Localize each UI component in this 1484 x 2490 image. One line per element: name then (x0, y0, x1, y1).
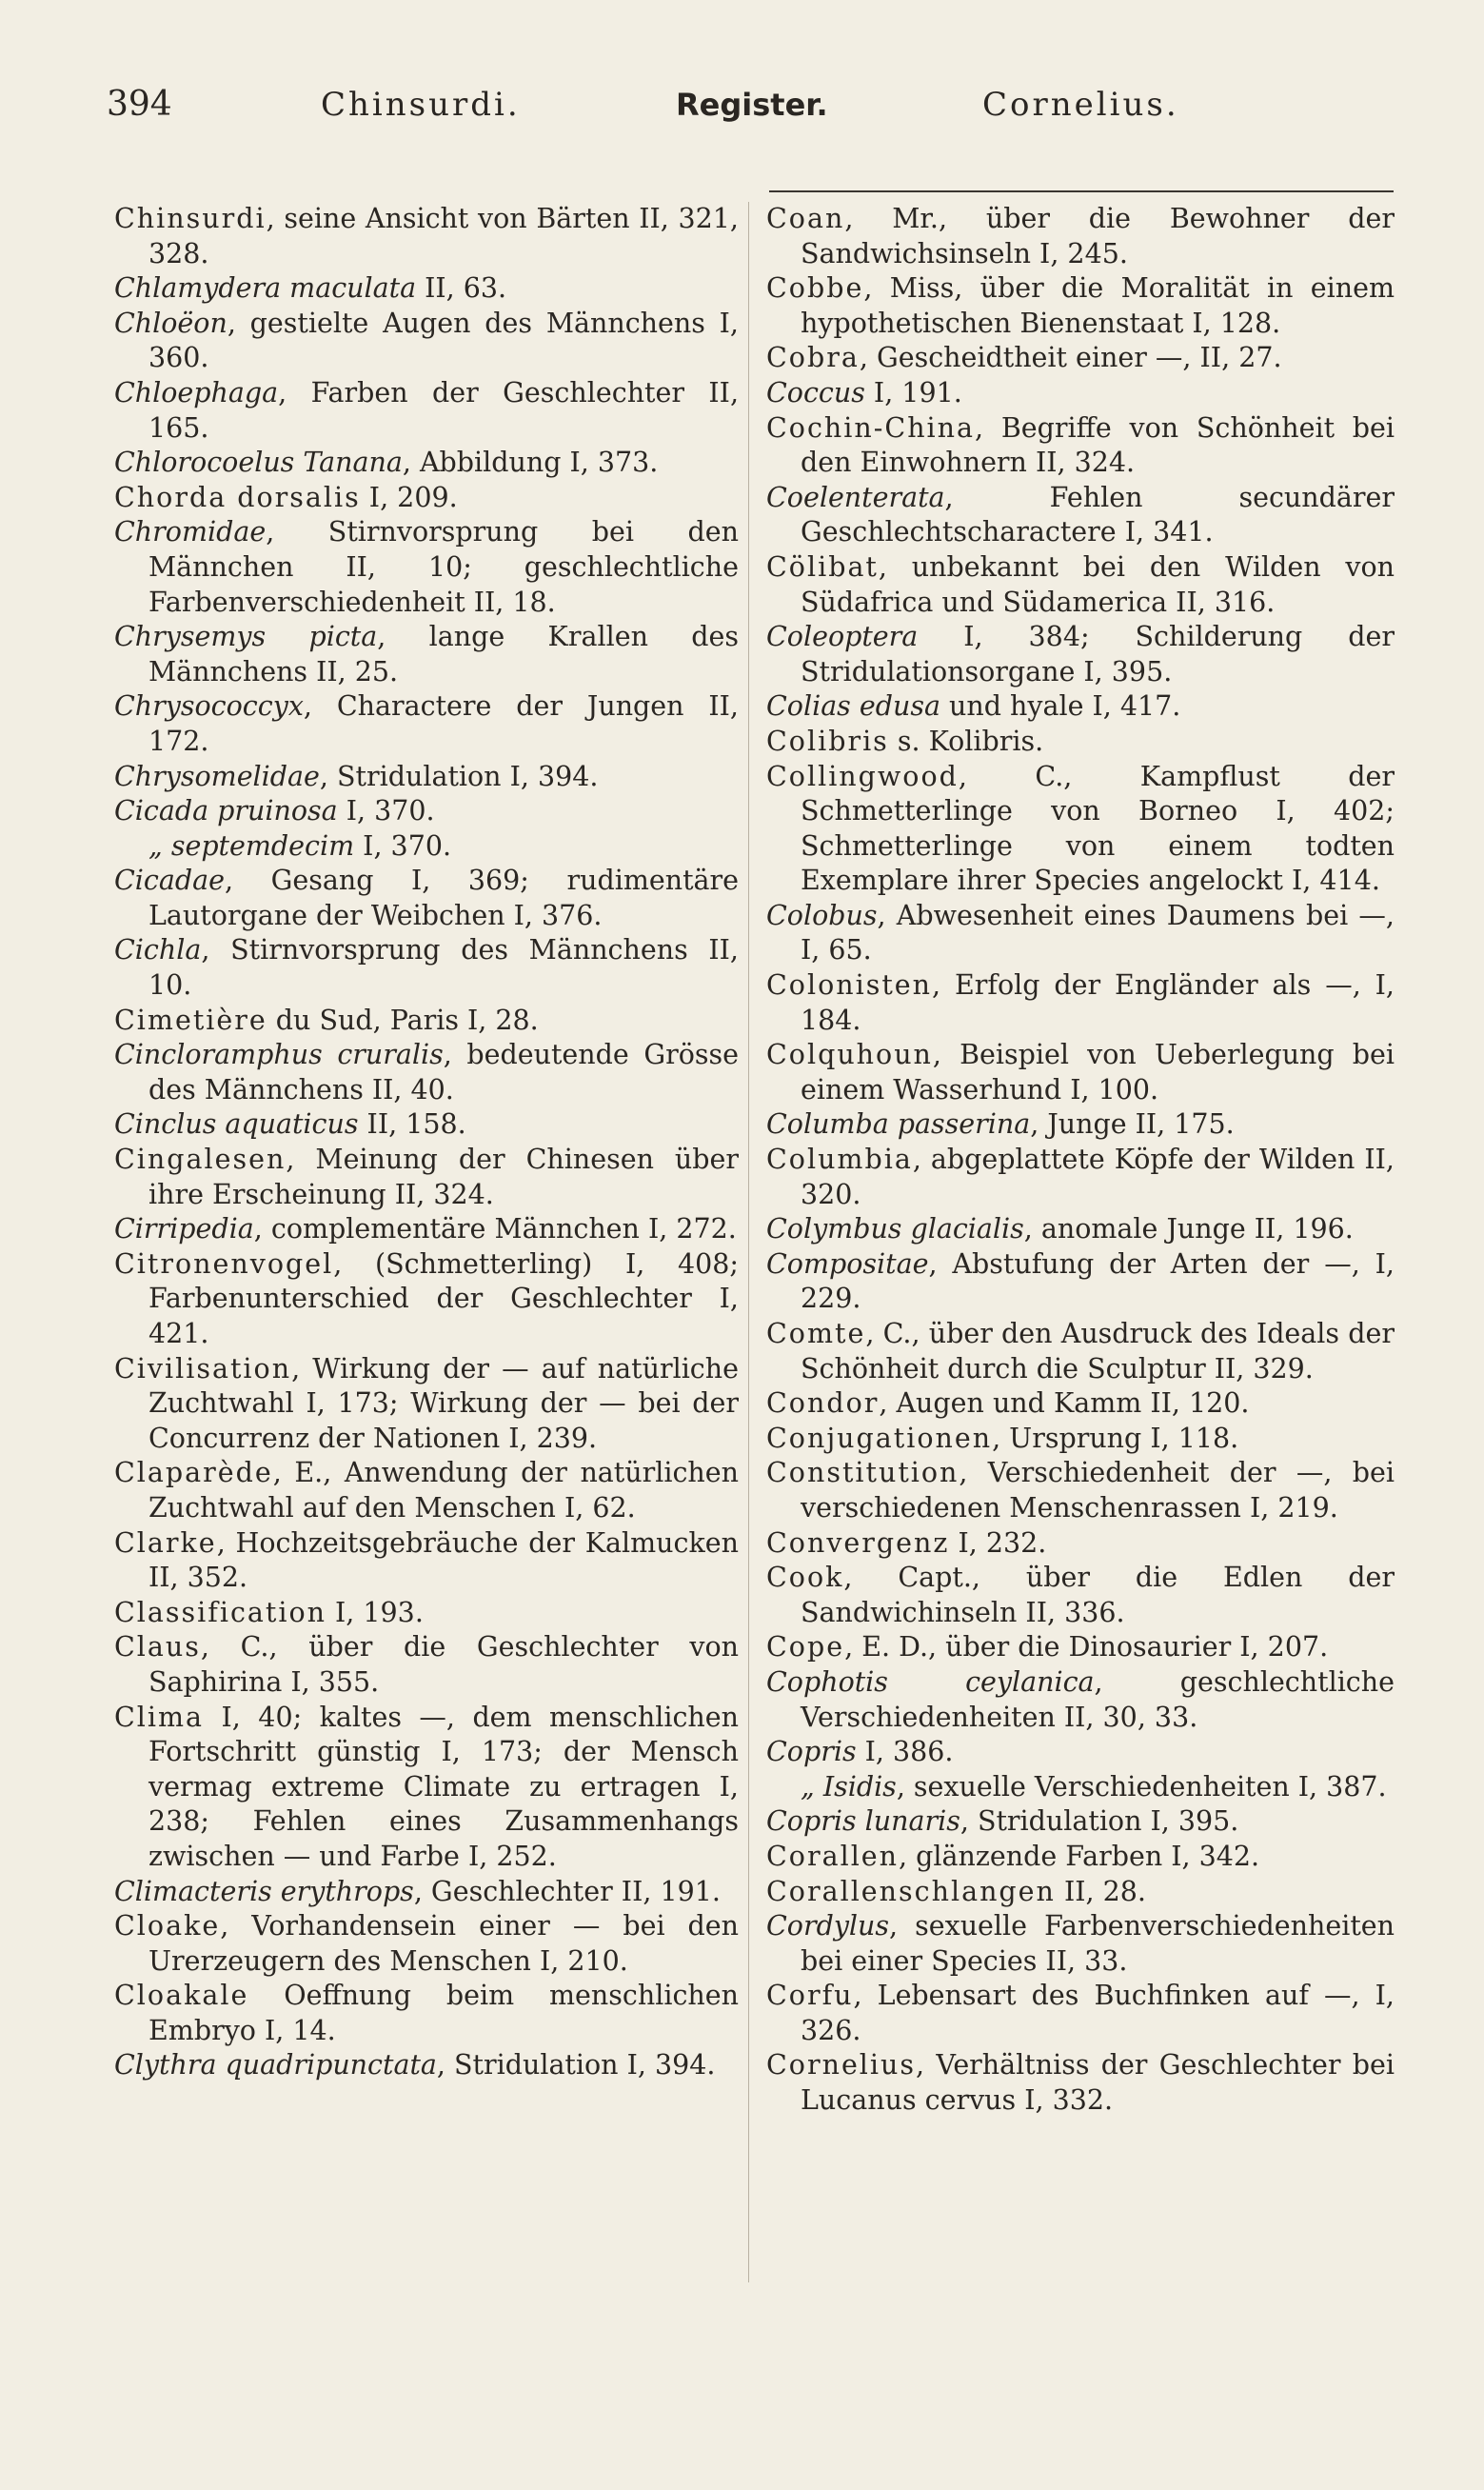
entry-text: , Meinung der Chinesen über ihre Erscheinung II, 324. (148, 1144, 739, 1210)
entry-headword: Claus (114, 1631, 201, 1663)
entry-text: , Gescheidtheit einer —, II, 27. (859, 342, 1282, 374)
entry-headword: Cichla (114, 934, 202, 966)
entry-text: und hyale I, 417. (940, 690, 1181, 723)
entry-headword: Copris lunaris (766, 1805, 960, 1838)
entry-text: I, 384; Schilderung der Stridulationsorgane I, 395. (801, 621, 1395, 687)
index-entry (766, 1247, 1395, 1317)
entry-text: , Gesang I, 369; rudimentäre Lautorgane der Weibchen I, 376. (148, 865, 739, 931)
index-entry (766, 1665, 1395, 1735)
running-header (107, 86, 1344, 143)
entry-text: , lange Krallen des Männchens II, 25. (148, 621, 739, 687)
entry-headword: Chlorocoelus Tanana (114, 447, 403, 479)
index-entry (766, 899, 1395, 968)
entry-headword: Columbia (766, 1144, 913, 1176)
index-entry (114, 515, 739, 620)
entry-text: , abgeplattete Köpfe der Wilden II, 320. (801, 1144, 1395, 1210)
entry-headword: Comte (766, 1318, 866, 1349)
entry-headword: Climacteris erythrops (114, 1875, 414, 1907)
entry-text: I, 193. (326, 1596, 424, 1628)
index-entry (766, 1630, 1395, 1665)
index-entry (114, 1630, 739, 1700)
page-number: 394 (107, 85, 172, 124)
index-entry (114, 481, 739, 516)
entry-headword: Conjugationen (766, 1422, 993, 1454)
entry-text: , Geschlechter II, 191. (413, 1875, 721, 1907)
index-entry (766, 1804, 1395, 1840)
entry-headword: Cimetière (114, 1004, 267, 1036)
entry-headword: „ septemdecim (148, 829, 355, 862)
entry-text: , Farben der Geschlechter II, 165. (148, 376, 739, 444)
entry-headword: Chloëon (114, 307, 228, 339)
entry-headword: Clythra quadripunctata (114, 2049, 437, 2082)
entry-text: I, 209. (360, 481, 458, 513)
entry-headword: Compositae (766, 1247, 929, 1280)
index-entry (114, 1596, 739, 1631)
entry-headword: Chinsurdi (114, 203, 267, 234)
entry-headword: Cope (766, 1631, 845, 1663)
entry-text: , Stridulation I, 394. (436, 2049, 716, 2082)
index-entry (766, 1317, 1395, 1386)
entry-text: , seine Ansicht von Bärten II, 321, 328. (148, 203, 739, 269)
entry-headword: Chrysemys picta (114, 621, 378, 653)
index-entry (114, 1107, 739, 1143)
entry-text: , Erfolg der Engländer als —, I, 184. (801, 969, 1395, 1036)
index-entry (114, 760, 739, 795)
entry-text: , Stridulation I, 394. (319, 760, 599, 792)
index-entry (766, 1456, 1395, 1525)
entry-headword: Cophotis ceylanica (766, 1665, 1095, 1698)
entry-headword: Chrysomelidae (114, 760, 320, 792)
entry-headword: Colonisten (766, 969, 933, 1002)
entry-text: , Wirkung der — auf natürliche Zuchtwahl I, 173; Wirkung der — bei der Concurrenz der Nationen I, 239. (148, 1352, 739, 1454)
entry-text: , Hochzeitsgebräuche der Kalmucken II, 352. (148, 1526, 739, 1594)
entry-headword: Cochin-China (766, 411, 976, 444)
index-entry (766, 1212, 1395, 1247)
index-entry (114, 1979, 739, 2048)
entry-text: II, 158. (358, 1108, 466, 1141)
entry-headword: Corfu (766, 1980, 854, 2012)
entry-text: , Beispiel von Ueberlegung bei einem Wasserhund I, 100. (801, 1039, 1395, 1106)
entry-headword: Clima (114, 1701, 205, 1733)
entry-headword: Chrysococcyx (114, 690, 304, 723)
entry-text: , Verschiedenheit der —, bei verschiedenen Menschenrassen I, 219. (801, 1457, 1395, 1524)
entry-headword: Cirripedia (114, 1213, 254, 1245)
left-column (114, 202, 739, 2083)
entry-text: , complementäre Männchen I, 272. (253, 1213, 737, 1245)
index-entry (766, 689, 1395, 725)
index-entry (766, 271, 1395, 341)
entry-headword: Chorda dorsalis (114, 481, 361, 513)
index-entry (114, 307, 739, 376)
entry-headword: Cloakale (114, 1980, 249, 2012)
entry-text: , Fehlen secundärer Geschlechtscharactere I, 341. (801, 481, 1395, 548)
entry-headword: Clarke (114, 1526, 217, 1559)
entry-headword: Copris (766, 1736, 857, 1768)
entry-text: I, 40; kaltes —, dem menschlichen Fortschritt günstig I, 173; der Mensch vermag extreme Climate zu ertragen I, 238; Fehlen eines Zusammenhangs zwischen — und Farbe I, 252. (148, 1701, 739, 1872)
entry-text: I, 191. (864, 376, 962, 408)
index-entry (766, 481, 1395, 550)
entry-text: , Capt., über die Edlen der Sandwichinseln II, 336. (801, 1562, 1395, 1628)
entry-text: , C., Kampflust der Schmetterlinge von Borneo I, 402; Schmetterlinge von einem todten Exemplare ihrer Species angelockt I, 414. (801, 760, 1395, 897)
entry-text: , (Schmetterling) I, 408; Farbenunterschied der Geschlechter I, 421. (148, 1247, 739, 1349)
entry-text: , Ursprung I, 118. (992, 1422, 1239, 1454)
entry-headword: Colquhoun (766, 1039, 933, 1071)
entry-headword: Cölibat (766, 550, 879, 583)
entry-text: Oeffnung beim menschlichen Embryo I, 14. (148, 1980, 739, 2046)
entry-text: , gestielte Augen des Männchens I, 360. (148, 307, 739, 374)
entry-text: , Begriffe von Schönheit bei den Einwohnern II, 324. (801, 411, 1395, 479)
index-entry (766, 1143, 1395, 1212)
index-entry (114, 1004, 739, 1039)
entry-text: , Stirnvorsprung bei den Männchen II, 10; geschlechtliche Farbenverschiedenheit II, 18. (148, 516, 739, 618)
entry-headword: Corallen (766, 1840, 900, 1872)
entry-headword: Colobus (766, 899, 878, 931)
entry-text: , Lebensart des Buchfinken auf —, I, 326. (801, 1980, 1395, 2046)
entry-headword: Cordylus (766, 1910, 890, 1942)
index-entry (766, 1770, 1395, 1805)
index-entry (114, 864, 739, 933)
index-entry (766, 1735, 1395, 1770)
index-entry (766, 550, 1395, 620)
entry-headword: Chromidae (114, 516, 267, 548)
entry-text: , Abbildung I, 373. (402, 447, 659, 479)
entry-headword: Columba passerina (766, 1108, 1031, 1141)
entry-headword: Corallenschlangen (766, 1875, 1056, 1907)
entry-headword: Cicada pruinosa (114, 795, 338, 827)
entry-text: , Stridulation I, 395. (960, 1805, 1239, 1838)
index-entry (114, 1456, 739, 1525)
section-title: Register. (676, 87, 828, 123)
index-entry (766, 1107, 1395, 1143)
index-entry (766, 1909, 1395, 1979)
index-entry (114, 1212, 739, 1247)
right-running-head: Cornelius. (982, 86, 1179, 124)
index-entry (766, 376, 1395, 411)
index-entry (766, 411, 1395, 481)
entry-text: , Stirnvorsprung des Männchens II, 10. (148, 934, 739, 1002)
entry-headword: Claparède (114, 1457, 273, 1489)
entry-headword: „ Isidis (801, 1770, 897, 1803)
index-entry (766, 968, 1395, 1038)
entry-text: du Sud, Paris I, 28. (267, 1004, 539, 1036)
entry-headword: Coan (766, 203, 845, 234)
index-entry (766, 725, 1395, 760)
entry-headword: Cloake (114, 1910, 221, 1942)
index-entry (766, 620, 1395, 689)
header-rule (769, 190, 1394, 192)
entry-headword: Civilisation (114, 1352, 292, 1384)
index-entry (114, 1352, 739, 1457)
entry-headword: Cincloramphus cruralis (114, 1039, 444, 1071)
entry-text: , glänzende Farben I, 342. (899, 1840, 1260, 1872)
entry-text: , E. D., über die Dinosaurier I, 207. (844, 1631, 1329, 1663)
entry-text: , geschlechtliche Verschiedenheiten II, 30, 33. (801, 1665, 1395, 1733)
index-entry (114, 1247, 739, 1352)
entry-headword: Cobbe (766, 272, 864, 305)
index-entry (114, 1875, 739, 1910)
column-divider (748, 202, 749, 2282)
entry-headword: Chlamydera maculata (114, 272, 417, 305)
entry-headword: Cingalesen (114, 1144, 287, 1176)
index-entry (766, 1840, 1395, 1875)
entry-text: , E., Anwendung der natürlichen Zuchtwahl auf den Menschen I, 62. (148, 1457, 739, 1524)
index-entry (114, 1701, 739, 1875)
index-entry (114, 1038, 739, 1107)
entry-headword: Citronenvogel (114, 1247, 334, 1280)
entry-text: s. Kolibris. (888, 725, 1044, 757)
entry-text: I, 370. (337, 795, 435, 827)
entry-headword: Colias edusa (766, 690, 940, 723)
index-entry (766, 1875, 1395, 1910)
index-entry (114, 933, 739, 1003)
entry-text: , Charactere der Jungen II, 172. (148, 690, 739, 757)
entry-headword: Cicadae (114, 865, 225, 897)
index-entry (114, 271, 739, 307)
entry-headword: Constitution (766, 1457, 960, 1489)
right-column (766, 202, 1395, 2119)
entry-headword: Colibris (766, 725, 889, 757)
entry-text: , Junge II, 175. (1030, 1108, 1235, 1141)
entry-headword: Condor (766, 1387, 880, 1420)
index-entry (114, 376, 739, 446)
index-entry (114, 620, 739, 689)
left-running-head: Chinsurdi. (321, 86, 521, 124)
index-entry (766, 1561, 1395, 1630)
entry-text: , Abstufung der Arten der —, I, 229. (801, 1247, 1395, 1315)
index-entry (114, 446, 739, 481)
entry-text: , C., über den Ausdruck des Ideals der Schönheit durch die Sculptur II, 329. (801, 1318, 1395, 1384)
entry-text: , unbekannt bei den Wilden von Südafrica und Südamerica II, 316. (801, 550, 1395, 618)
entry-headword: Chloephaga (114, 376, 279, 408)
entry-text: I, 370. (354, 829, 452, 862)
index-entry (114, 829, 739, 865)
entry-text: , Mr., über die Bewohner der Sandwichsinseln I, 245. (801, 203, 1395, 269)
index-entry (114, 1526, 739, 1596)
entry-headword: Convergenz (766, 1526, 950, 1559)
index-entry (114, 1909, 739, 1979)
entry-text: , bedeutende Grösse des Männchens II, 40. (148, 1039, 739, 1106)
entry-text: I, 232. (949, 1526, 1047, 1559)
entry-headword: Colymbus glacialis (766, 1213, 1024, 1245)
entry-text: , Miss, über die Moralität in einem hypothetischen Bienenstaat I, 128. (801, 272, 1395, 339)
entry-text: , sexuelle Verschiedenheiten I, 387. (896, 1770, 1387, 1803)
index-entry (114, 2048, 739, 2083)
index-entry (114, 794, 739, 829)
entry-headword: Classification (114, 1596, 326, 1628)
entry-headword: Cobra (766, 342, 860, 374)
index-entry (766, 760, 1395, 899)
entry-text: , anomale Junge II, 196. (1023, 1213, 1354, 1245)
entry-headword: Cinclus aquaticus (114, 1108, 359, 1141)
entry-headword: Coelenterata (766, 481, 945, 513)
entry-headword: Coleoptera (766, 621, 919, 653)
index-entry (114, 202, 739, 271)
entry-headword: Cornelius (766, 2049, 917, 2082)
index-entry (114, 689, 739, 759)
entry-text: , Verhältniss der Geschlechter bei Lucanus cervus I, 332. (801, 2049, 1395, 2117)
entry-text: , C., über die Geschlechter von Saphirina I, 355. (148, 1631, 739, 1698)
entry-text: I, 386. (856, 1736, 954, 1768)
index-entry (766, 2048, 1395, 2118)
index-entry (766, 1526, 1395, 1562)
entry-text: , sexuelle Farbenverschiedenheiten bei einer Species II, 33. (801, 1910, 1395, 1977)
entry-headword: Cook (766, 1562, 844, 1594)
entry-text: II, 28. (1055, 1875, 1146, 1907)
index-entry (114, 1143, 739, 1212)
entry-text: , Vorhandensein einer — bei den Urerzeugern des Menschen I, 210. (148, 1910, 739, 1977)
entry-headword: Coccus (766, 376, 865, 408)
entry-text: , Augen und Kamm II, 120. (879, 1387, 1250, 1420)
index-entry (766, 1038, 1395, 1107)
index-entry (766, 1386, 1395, 1422)
entry-text: II, 63. (416, 272, 507, 305)
index-entry (766, 202, 1395, 271)
entry-text: , Abwesenheit eines Daumens bei —, I, 65. (801, 899, 1395, 966)
index-entry (766, 341, 1395, 376)
index-entry (766, 1422, 1395, 1457)
index-entry (766, 1979, 1395, 2048)
entry-headword: Collingwood (766, 760, 959, 792)
